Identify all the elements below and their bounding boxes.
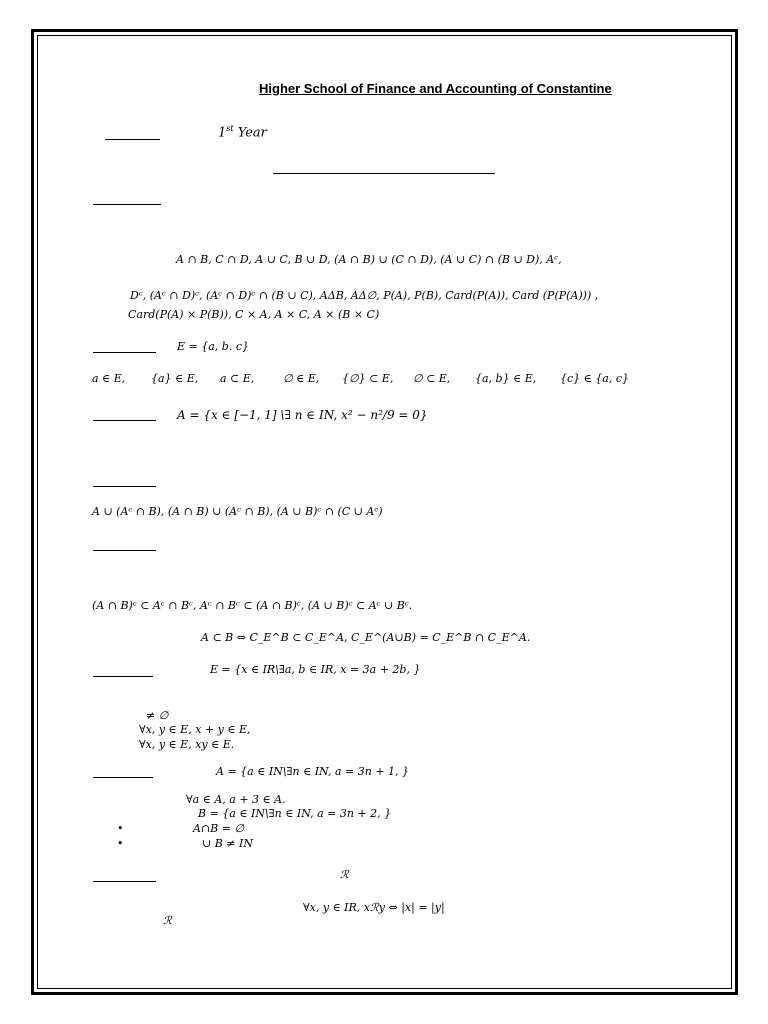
- bullet-1: •: [117, 822, 124, 835]
- exercise1-heading-line: [93, 204, 161, 205]
- exercise6-set: E = {x ∈ IR\∃a, b ∈ IR, x = 3a + 2b, }: [210, 663, 421, 676]
- exercise7-item1: ∀a ∈ A, a + 3 ∈ A.: [186, 793, 286, 806]
- membership-3: a ⊂ E,: [220, 372, 255, 385]
- exercise4-heading-line: [93, 486, 156, 487]
- exercise2-set: E = {a, b. c}: [177, 340, 249, 353]
- membership-4: ∅ ∈ E,: [283, 372, 320, 385]
- relation-definition: ∀x, y ∈ IR, xℛy ⇔ |x| = |y|: [303, 901, 445, 914]
- exercise3-heading-line: [93, 420, 156, 421]
- exercise2-heading-line: [93, 352, 156, 353]
- bullet-2: •: [117, 837, 124, 850]
- exercise1-line1: A ∩ B, C ∩ D, A ∪ C, B ∪ D, (A ∩ B) ∪ (C ∩ D), (A ∪ C) ∩ (B ∪ D), Aᶜ,: [176, 253, 562, 266]
- exercise7-item3: A∩B = ∅: [193, 822, 245, 835]
- membership-5: {∅} ⊂ E,: [342, 372, 394, 385]
- exercise5-line1: (A ∩ B)ᶜ ⊂ Aᶜ ∩ Bᶜ, Aᶜ ∩ Bᶜ ⊂ (A ∩ B)ᶜ, (A ∪ B)ᶜ ⊂ Aᶜ ∪ Bᶜ.: [92, 599, 413, 612]
- exercise7-item4: ∪ B ≠ IN: [202, 837, 253, 850]
- exercise7-set: A = {a ∈ IN\∃n ∈ IN, a = 3n + 1, }: [216, 765, 410, 778]
- membership-1: a ∈ E,: [92, 372, 126, 385]
- exercise6-item3: ∀x, y ∈ E, xy ∈ E.: [139, 738, 235, 751]
- exercise5-heading-line: [93, 550, 156, 551]
- underline-placeholder: [105, 139, 160, 140]
- exercise6-item1: ≠ ∅: [146, 709, 169, 722]
- membership-6: ∅ ⊂ E,: [413, 372, 451, 385]
- exercise6-heading-line: [93, 676, 153, 677]
- year-label: 1st Year: [218, 124, 267, 141]
- relation-symbol-2: ℛ: [163, 914, 172, 927]
- exercise3-set: A = {x ∈ [−1, 1] \∃ n ∈ IN, x² − n²/9 = 0}: [177, 408, 428, 422]
- relation-symbol: ℛ: [340, 868, 349, 881]
- exercise1-line2: Dᶜ, (Aᶜ ∩ D)ᶜ, (Aᶜ ∩ D)ᶜ ∩ (B ∪ C), AΔB, AΔ∅, P(A), P(B), Card(P(A)), Card (P(P(A))) ,: [130, 289, 599, 302]
- membership-2: {a} ∈ E,: [151, 372, 199, 385]
- exercise7-heading-line: [93, 777, 153, 778]
- exercise7-item2: B = {a ∈ IN\∃n ∈ IN, a = 3n + 2, }: [198, 807, 392, 820]
- subject-line: [273, 173, 495, 174]
- exercise5-line2: A ⊂ B ⇔ C_E^B ⊂ C_E^A, C_E^(A∪B) = C_E^B ∩ C_E^A.: [201, 631, 531, 644]
- exercise6-item2: ∀x, y ∈ E, x + y ∈ E,: [139, 723, 251, 736]
- exercise4-expr: A ∪ (Aᶜ ∩ B), (A ∩ B) ∪ (Aᶜ ∩ B), (A ∪ B)ᶜ ∩ (C ∪ Aᶜ): [92, 505, 383, 518]
- membership-7: {a, b} ∈ E,: [475, 372, 537, 385]
- exercise8-heading-line: [93, 881, 156, 882]
- membership-8: {c} ∈ {a, c}: [560, 372, 630, 385]
- exercise1-line3: Card(P(A) × P(B)), C × A, A × C, A × (B × C): [128, 308, 380, 321]
- school-title: Higher School of Finance and Accounting of Constantine: [259, 81, 612, 96]
